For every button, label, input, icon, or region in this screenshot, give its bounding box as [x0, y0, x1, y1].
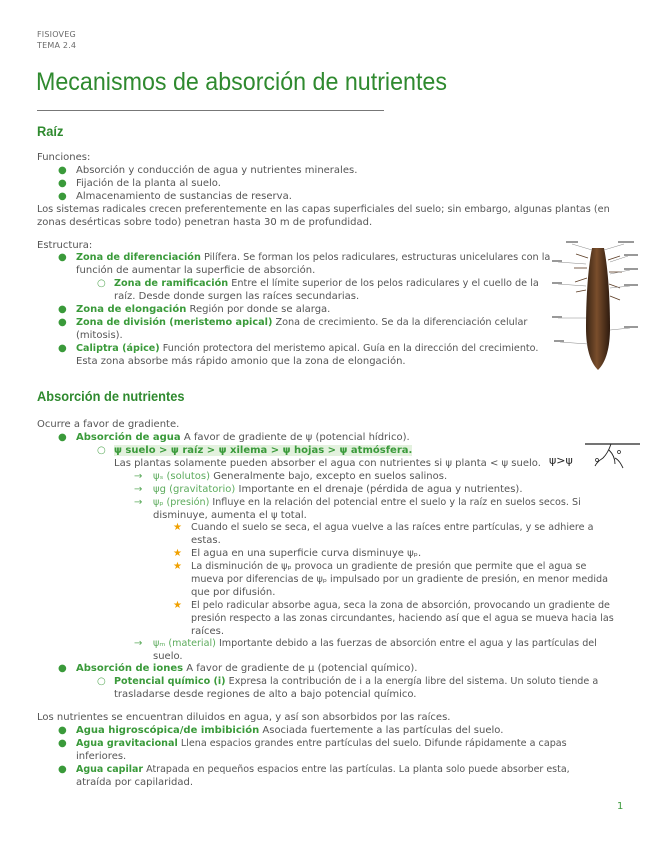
term: Zona de diferenciación: [76, 252, 201, 263]
bullet-icon: ●: [58, 317, 67, 328]
definition: Pilífera. Se forman los pelos radiculares, estructuras unicelulares con la: [203, 252, 551, 263]
intro-text: Ocurre a favor de gradiente.: [37, 419, 180, 430]
psi-gravitatorio: [153, 483, 523, 496]
term: Potencial químico (i): [114, 676, 226, 687]
psi-presion-cont: disminuye, aumenta el ψ total.: [153, 510, 307, 521]
term: ψₚ (presión): [153, 497, 210, 508]
root-diagram-image: [552, 238, 640, 372]
star-item-cont: mueva por diferencias de ψₚ impulsado por un gradiente de presión, en menor medida: [191, 574, 608, 585]
term: Agua gravitacional: [76, 738, 178, 749]
star-icon: ★: [173, 548, 182, 559]
term: Agua higroscópica/de imbibición: [76, 725, 260, 736]
star-item-cont: raíces.: [191, 626, 225, 637]
bullet-icon: ●: [58, 165, 67, 176]
agua-capilar-cont: atraída por capilaridad.: [76, 777, 194, 788]
root-body: [586, 248, 610, 370]
agua-higroscopica: [76, 724, 503, 737]
bullet-icon: ●: [58, 252, 67, 263]
bullet-icon: ●: [58, 663, 67, 674]
definition: Generalmente bajo, excepto en suelos salinos.: [213, 471, 448, 482]
term: ψₛ (solutos): [153, 471, 211, 482]
estructura-label: Estructura:: [37, 240, 93, 251]
term: Agua capilar: [76, 764, 144, 775]
zona-diferenciacion-cont: función de aumentar la superficie de absorción.: [76, 265, 316, 276]
title-underline: [37, 110, 384, 111]
definition: Región por donde se alarga.: [189, 304, 331, 315]
star-item-cont: que por difusión.: [191, 587, 276, 598]
definition: Influye en la relación del potencial entre el suelo y la raíz en suelos secos. Si: [212, 497, 581, 508]
absorcion-agua: [76, 431, 410, 444]
term: Zona de ramificación: [114, 278, 229, 289]
bullet-icon: ●: [58, 191, 67, 202]
bullet-icon: ●: [58, 432, 67, 443]
bullet-icon: ●: [58, 343, 67, 354]
definition: Llena espacios grandes entre partículas del suelo. Difunde rápidamente a capas: [180, 738, 567, 749]
term: ψₘ (material): [153, 638, 216, 649]
agua-gravitacional-cont: inferiores.: [76, 751, 127, 762]
sistemas-text: zonas desérticas sobre todo) penetran hasta 30 m de profundidad.: [37, 217, 373, 228]
psi-material-cont: suelo.: [153, 651, 183, 662]
term: Caliptra (ápice): [76, 343, 160, 354]
term: Zona de elongación: [76, 304, 187, 315]
definition: A favor de gradiente de μ (potencial químico).: [186, 663, 418, 674]
sistemas-text: Los sistemas radicales crecen preferentemente en las capas superficiales del suelo; sin embargo, algunas plantas (en: [37, 204, 610, 215]
absorcion-iones: [76, 662, 417, 675]
heading-raiz: Raíz: [37, 124, 64, 139]
heading-absorcion: Absorción de nutrientes: [37, 389, 185, 404]
zona-ramificacion-cont: raíz. Desde donde surgen las raíces secundarias.: [114, 291, 360, 302]
zona-diferenciacion: [76, 251, 550, 264]
star-item: Cuando el suelo se seca, el agua vuelve a las raíces entre partículas, y se adhiere a: [191, 522, 594, 533]
sub-bullet-icon: ○: [97, 676, 106, 687]
definition: Importante en el drenaje (pérdida de agua y nutrientes).: [238, 484, 523, 495]
arrow-icon: →: [134, 497, 143, 508]
star-icon: ★: [173, 561, 182, 572]
header-course: FISIOVEG: [37, 30, 76, 39]
funcion-item: Absorción y conducción de agua y nutrientes minerales.: [76, 165, 358, 176]
sketch-label: ψ>ψ: [549, 454, 573, 467]
header-topic: TEMA 2.4: [37, 41, 77, 50]
definition: Zona de crecimiento. Se da la diferenciación celular: [275, 317, 528, 328]
agua-capilar: [76, 763, 570, 776]
potencial-quimico-cont: trasladarse desde regiones de alto a bajo potencial químico.: [114, 689, 417, 700]
arrow-icon: →: [134, 471, 143, 482]
star-item: El agua en una superficie curva disminuye ψₚ.: [191, 548, 422, 559]
funcion-item: Fijación de la planta al suelo.: [76, 178, 221, 189]
definition: Importante debido a las fuerzas de absorción entre el agua y las partículas del: [218, 638, 597, 649]
zona-division: [76, 316, 527, 329]
solo-text: Las plantas solamente pueden absorber el agua con nutrientes si ψ planta < ψ suelo.: [114, 458, 541, 469]
definition: Entre el límite superior de los pelos radiculares y el cuello de la: [231, 278, 539, 289]
bullet-icon: ●: [58, 178, 67, 189]
term: Absorción de agua: [76, 432, 181, 443]
bullet-icon: ●: [58, 738, 67, 749]
zona-division-cont: (mitosis).: [76, 330, 123, 341]
arrow-icon: →: [134, 484, 143, 495]
psi-solutos: [153, 470, 447, 483]
bullet-icon: ●: [58, 725, 67, 736]
star-icon: ★: [173, 522, 182, 533]
chain-highlight: ψ suelo > ψ raíz > ψ xilema > ψ hojas > ψ atmósfera.: [114, 445, 413, 456]
page-title: Mecanismos de absorción de nutrientes: [36, 68, 447, 96]
potential-chain: [114, 444, 412, 457]
sub-bullet-icon: ○: [97, 278, 106, 289]
star-item: La disminución de ψₚ provoca un gradiente de presión que permite que el agua se: [191, 561, 587, 572]
star-item: El pelo radicular absorbe agua, seca la zona de absorción, provocando un gradiente de: [191, 600, 610, 611]
caliptra-cont: Esta zona absorbe más rápido amonio que la zona de elongación.: [76, 356, 406, 367]
psi-material: [153, 637, 597, 650]
agua-gravitacional: [76, 737, 567, 750]
bullet-icon: ●: [58, 764, 67, 775]
term: ψg (gravitatorio): [153, 484, 236, 495]
page-header: [37, 29, 76, 51]
bullet-icon: ●: [58, 304, 67, 315]
definition: Asociada fuertemente a las partículas del suelo.: [262, 725, 504, 736]
funciones-label: Funciones:: [37, 152, 91, 163]
soil-sketch-image: [545, 438, 641, 474]
definition: A favor de gradiente de ψ (potencial hídrico).: [183, 432, 410, 443]
diluidos-text: Los nutrientes se encuentran diluidos en agua, y así son absorbidos por las raíces.: [37, 712, 451, 723]
sub-bullet-icon: ○: [97, 445, 106, 456]
page-number: 1: [617, 801, 624, 812]
funcion-item: Almacenamiento de sustancias de reserva.: [76, 191, 292, 202]
star-icon: ★: [173, 600, 182, 611]
potencial-quimico: [114, 675, 598, 688]
zona-elongacion: [76, 303, 330, 316]
term: Zona de división (meristemo apical): [76, 317, 273, 328]
definition: Atrapada en pequeños espacios entre las partículas. La planta solo puede absorber esta,: [146, 764, 570, 775]
star-item-cont: presión respecto a las zonas circundantes, haciendo así que el agua se mueva hacia las: [191, 613, 614, 624]
caliptra: [76, 342, 538, 355]
term: Absorción de iones: [76, 663, 184, 674]
star-item-cont: estas.: [191, 535, 221, 546]
definition: Función protectora del meristemo apical. Guía en la dirección del crecimiento.: [162, 343, 539, 354]
definition: Expresa la contribución de i a la energía libre del sistema. Un soluto tiende a: [228, 676, 599, 687]
arrow-icon: →: [134, 638, 143, 649]
zona-ramificacion: [114, 277, 539, 290]
psi-presion: [153, 496, 581, 509]
